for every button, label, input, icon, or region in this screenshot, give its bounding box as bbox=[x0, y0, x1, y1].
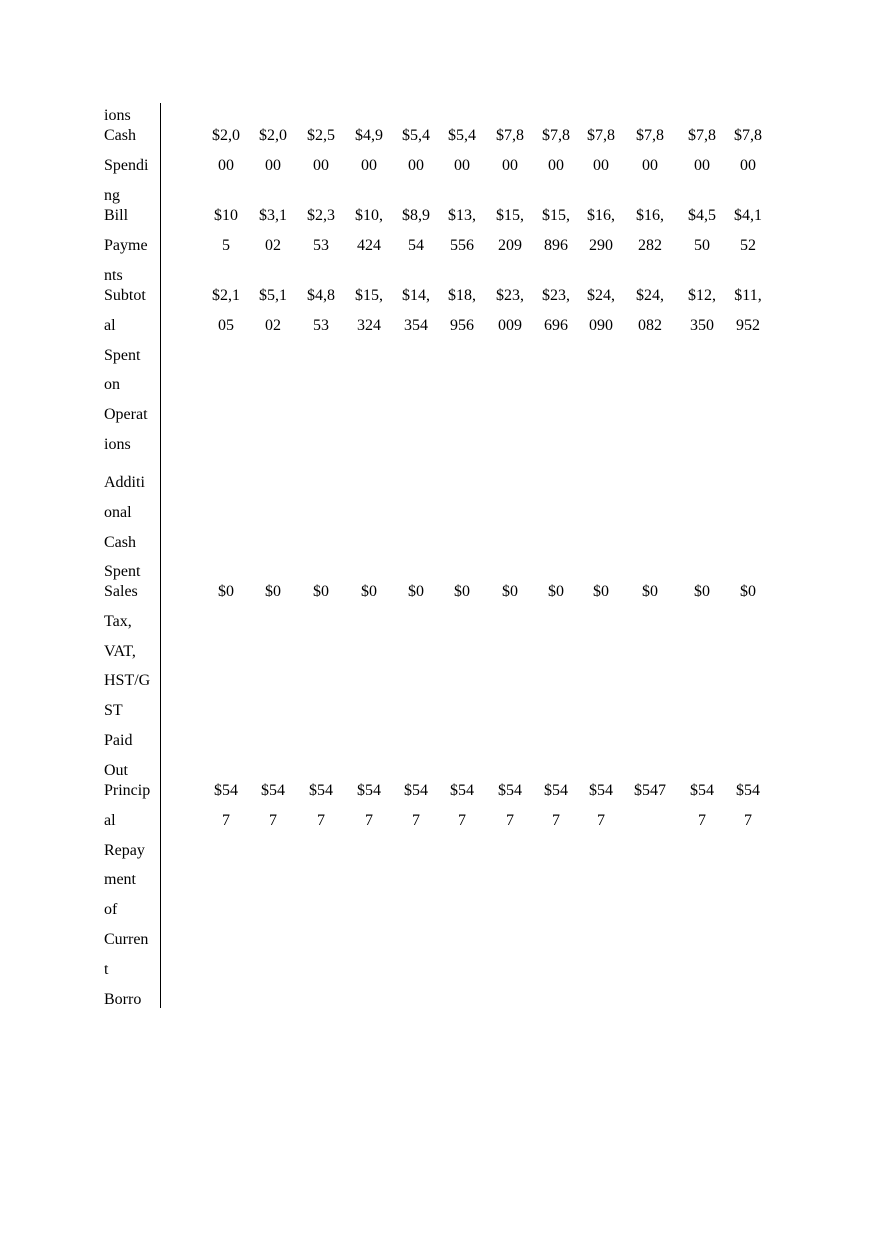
value-cell-line: 00 bbox=[740, 156, 756, 174]
value-cell-line: $24, bbox=[636, 287, 664, 304]
value-cell-line: 7 bbox=[412, 811, 420, 829]
value-cell-line: $12, bbox=[688, 287, 716, 304]
value-cell-line: $0 bbox=[642, 583, 658, 600]
value-cell-line: $0 bbox=[548, 583, 564, 600]
value-cell-line: 00 bbox=[642, 156, 658, 174]
value-cell-line: $0 bbox=[408, 583, 424, 600]
value-cell-line: $0 bbox=[694, 583, 710, 600]
value-cell-line: 290 bbox=[589, 236, 613, 254]
value-cell-line: $2,0 bbox=[212, 127, 240, 144]
value-cell-line: 5 bbox=[222, 236, 230, 254]
value-cell-line: $15, bbox=[355, 287, 383, 304]
row-label-line: on bbox=[104, 376, 120, 394]
value-cell-line: $14, bbox=[402, 287, 430, 304]
value-cell-line: $2,3 bbox=[307, 207, 335, 224]
value-cell-line: $54 bbox=[544, 782, 568, 799]
value-cell-line: 00 bbox=[361, 156, 377, 174]
value-cell-line: 424 bbox=[357, 236, 381, 254]
value-cell-line: $0 bbox=[454, 583, 470, 600]
value-cell-line: $54 bbox=[450, 782, 474, 799]
value-cell-line: 082 bbox=[638, 316, 662, 334]
row-label-line: ment bbox=[104, 871, 136, 889]
row-label-line: Borro bbox=[104, 990, 142, 1008]
row-label-line: t bbox=[104, 960, 109, 978]
value-cell-line: 696 bbox=[544, 316, 568, 334]
value-cell-line: 350 bbox=[690, 316, 714, 334]
value-cell-line: $0 bbox=[265, 583, 281, 600]
value-cell-line: $16, bbox=[636, 207, 664, 224]
value-cell-line: 53 bbox=[313, 236, 329, 254]
value-cell-line: $7,8 bbox=[734, 127, 762, 144]
row-label-line: Additi bbox=[104, 474, 145, 491]
value-cell-line: $4,1 bbox=[734, 207, 762, 224]
row-label-line: Paid bbox=[104, 732, 133, 749]
value-cell-line: 324 bbox=[357, 316, 381, 334]
value-cell-line: 00 bbox=[548, 156, 564, 174]
value-cell-line: $15, bbox=[542, 207, 570, 224]
value-cell-line: 00 bbox=[265, 156, 281, 174]
label-column-divider bbox=[160, 103, 161, 1008]
value-cell-line: 05 bbox=[218, 316, 234, 334]
row-label-line: Bill bbox=[104, 207, 129, 224]
value-cell-line: $54 bbox=[589, 782, 613, 799]
value-cell-line: 7 bbox=[317, 811, 325, 829]
value-cell-line: $0 bbox=[313, 583, 329, 600]
row-label-line: nts bbox=[104, 266, 123, 284]
value-cell-line: $7,8 bbox=[688, 127, 716, 144]
value-cell-line: $54 bbox=[214, 782, 238, 799]
value-cell-line: 7 bbox=[222, 811, 230, 829]
value-cell-line: 52 bbox=[740, 236, 756, 254]
value-cell-line: 7 bbox=[458, 811, 466, 829]
row-label-line: Spendi bbox=[104, 156, 149, 174]
value-cell-line: 896 bbox=[544, 236, 568, 254]
value-cell-line: $54 bbox=[309, 782, 333, 799]
value-cell-line: $4,8 bbox=[307, 287, 335, 304]
value-cell-line: 209 bbox=[498, 236, 522, 254]
value-cell-line: $5,4 bbox=[402, 127, 430, 144]
value-cell-line: $10, bbox=[355, 207, 383, 224]
value-cell-line: $547 bbox=[634, 782, 666, 799]
value-cell-line: $2,0 bbox=[259, 127, 287, 144]
row-label-line: Repay bbox=[104, 841, 145, 859]
row-label-line: Tax, bbox=[104, 612, 132, 630]
row-label-line: al bbox=[104, 316, 116, 334]
value-cell-line: $4,9 bbox=[355, 127, 383, 144]
value-cell-line: 00 bbox=[593, 156, 609, 174]
value-cell-line: $54 bbox=[357, 782, 381, 799]
value-cell-line: 7 bbox=[269, 811, 277, 829]
row-label-line: Curren bbox=[104, 931, 149, 948]
value-cell-line: $7,8 bbox=[496, 127, 524, 144]
row-label-line: Out bbox=[104, 761, 128, 779]
value-cell-line: $10 bbox=[214, 207, 238, 224]
value-cell-line: 7 bbox=[597, 811, 605, 829]
value-cell-line: 009 bbox=[498, 316, 522, 334]
row-label-line: Subtot bbox=[104, 287, 146, 304]
value-cell-line: $7,8 bbox=[542, 127, 570, 144]
value-cell-line: $8,9 bbox=[402, 207, 430, 224]
row-label-line: Cash bbox=[104, 127, 136, 144]
value-cell-line: $0 bbox=[361, 583, 377, 600]
value-cell-line: $7,8 bbox=[636, 127, 664, 144]
value-cell-line: 7 bbox=[698, 811, 706, 829]
value-cell-line: 02 bbox=[265, 236, 281, 254]
value-cell-line: 7 bbox=[506, 811, 514, 829]
row-label-line: Sales bbox=[104, 583, 138, 600]
value-cell-line: $18, bbox=[448, 287, 476, 304]
value-cell-line: $11, bbox=[734, 287, 762, 304]
value-cell-line: $54 bbox=[404, 782, 428, 799]
value-cell-line: $0 bbox=[740, 583, 756, 600]
row-label-line: al bbox=[104, 811, 116, 829]
row-label-line: Payme bbox=[104, 236, 148, 254]
value-cell-line: 50 bbox=[694, 236, 710, 254]
value-cell-line: $54 bbox=[498, 782, 522, 799]
value-cell-line: $0 bbox=[502, 583, 518, 600]
value-cell-line: 02 bbox=[265, 316, 281, 334]
value-cell-line: $2,5 bbox=[307, 127, 335, 144]
row-label-line: Spent bbox=[104, 563, 141, 581]
value-cell-line: 00 bbox=[408, 156, 424, 174]
row-label-line: of bbox=[104, 901, 118, 919]
value-cell-line: $0 bbox=[593, 583, 609, 600]
value-cell-line: 354 bbox=[404, 316, 428, 334]
value-cell-line: 7 bbox=[552, 811, 560, 829]
row-label-line: ng bbox=[104, 186, 120, 204]
value-cell-line: 282 bbox=[638, 236, 662, 254]
value-cell-line: $5,1 bbox=[259, 287, 287, 304]
value-cell-line: 00 bbox=[502, 156, 518, 174]
value-cell-line: 54 bbox=[408, 236, 424, 254]
value-cell-line: $5,4 bbox=[448, 127, 476, 144]
value-cell-line: 952 bbox=[736, 316, 760, 334]
row-label-line: HST/G bbox=[104, 672, 151, 690]
value-cell-line: 00 bbox=[313, 156, 329, 174]
row-label-line: Spent bbox=[104, 346, 141, 364]
row-label-line: Operat bbox=[104, 406, 148, 424]
value-cell-line: $3,1 bbox=[259, 207, 287, 224]
value-cell-line: $54 bbox=[690, 782, 714, 799]
value-cell-line: $4,5 bbox=[688, 207, 716, 224]
value-cell-line: $13, bbox=[448, 207, 476, 224]
value-cell-line: 956 bbox=[450, 316, 474, 334]
value-cell-line: $7,8 bbox=[587, 127, 615, 144]
row-label-line: ST bbox=[104, 702, 123, 720]
value-cell-line: 00 bbox=[454, 156, 470, 174]
row-label-line: ions bbox=[104, 436, 131, 453]
row-label-line: ions bbox=[104, 107, 131, 124]
value-cell-line: $15, bbox=[496, 207, 524, 224]
row-label-line: onal bbox=[104, 503, 132, 521]
value-cell-line: $2,1 bbox=[212, 287, 240, 304]
value-cell-line: $23, bbox=[542, 287, 570, 304]
value-cell-line: 00 bbox=[694, 156, 710, 174]
value-cell-line: 00 bbox=[218, 156, 234, 174]
value-cell-line: $54 bbox=[736, 782, 760, 799]
value-cell-line: 53 bbox=[313, 316, 329, 334]
value-cell-line: $54 bbox=[261, 782, 285, 799]
row-label-line: VAT, bbox=[104, 642, 136, 660]
value-cell-line: $16, bbox=[587, 207, 615, 224]
value-cell-line: 090 bbox=[589, 316, 613, 334]
row-label-line: Cash bbox=[104, 533, 136, 551]
row-label-line: Princip bbox=[104, 782, 151, 799]
value-cell-line: 7 bbox=[365, 811, 373, 829]
value-cell-line: 556 bbox=[450, 236, 474, 254]
value-cell-line: 7 bbox=[744, 811, 752, 829]
value-cell-line: $0 bbox=[218, 583, 234, 600]
value-cell-line: $24, bbox=[587, 287, 615, 304]
value-cell-line: $23, bbox=[496, 287, 524, 304]
